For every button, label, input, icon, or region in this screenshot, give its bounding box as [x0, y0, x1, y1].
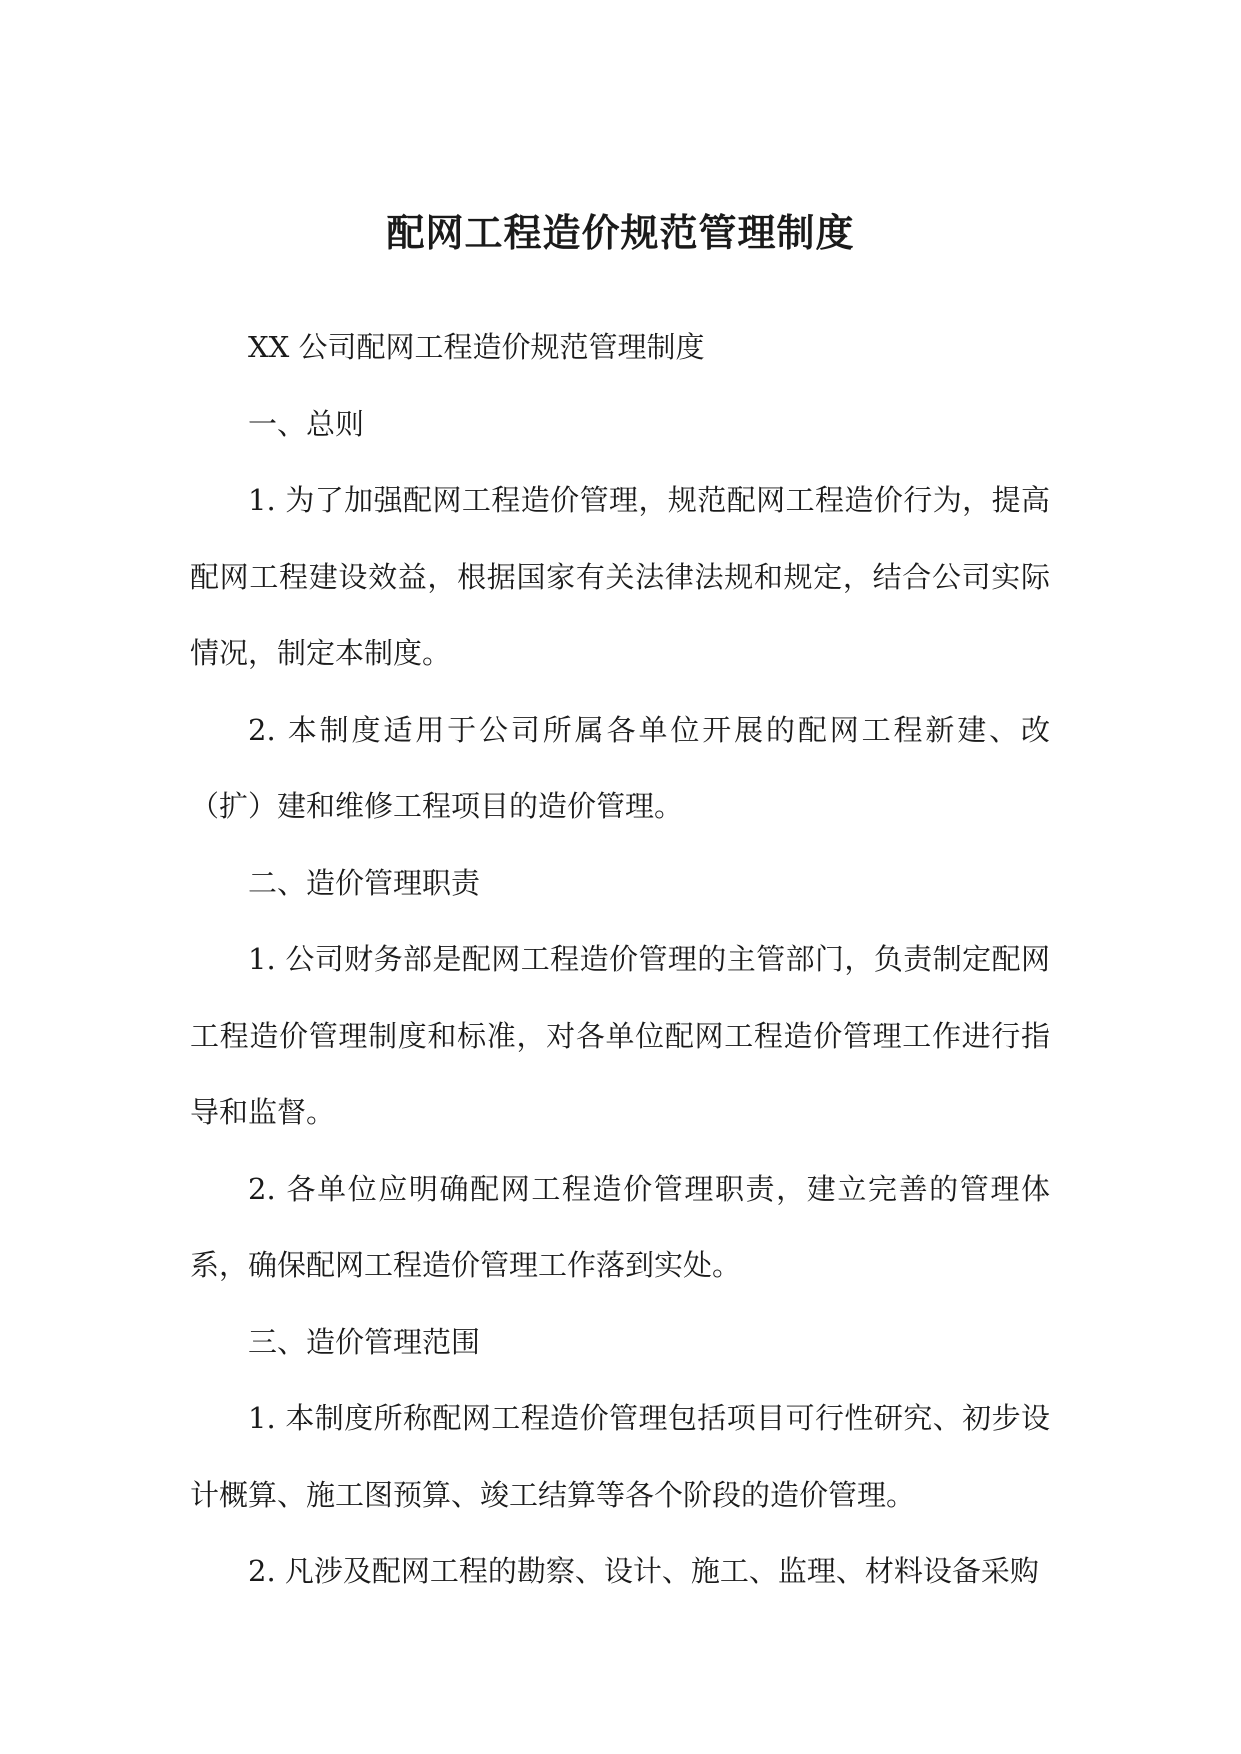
document-title: 配网工程造价规范管理制度	[386, 210, 855, 256]
paragraph: 1. 公司财务部是配网工程造价管理的主管部门，负责制定配网工程造价管理制度和标准，对各单位配网工程造价管理工作进行指导和监督。	[190, 942, 1050, 1129]
section-heading-scope: 三、造价管理范围	[248, 1324, 481, 1359]
paragraph: 2. 本制度适用于公司所属各单位开展的配网工程新建、改（扩）建和维修工程项目的造价管理。	[190, 712, 1050, 823]
document-body	[190, 309, 1050, 1610]
paragraph: 1. 为了加强配网工程造价管理，规范配网工程造价行为，提高配网工程建设效益，根据国家有关法律法规和规定，结合公司实际情况，制定本制度。	[190, 483, 1050, 670]
section-heading-general: 一、总则	[248, 406, 365, 441]
paragraph: 1. 本制度所称配网工程造价管理包括项目可行性研究、初步设计概算、施工图预算、竣工结算等各个阶段的造价管理。	[190, 1401, 1050, 1512]
paragraph: 2. 凡涉及配网工程的勘察、设计、施工、监理、材料设备采购	[248, 1554, 1039, 1588]
paragraph-company-title: XX 公司配网工程造价规范管理制度	[248, 330, 705, 364]
section-heading-responsibilities: 二、造价管理职责	[248, 865, 481, 900]
paragraph: 2. 各单位应明确配网工程造价管理职责，建立完善的管理体系，确保配网工程造价管理工作落到实处。	[190, 1171, 1050, 1282]
